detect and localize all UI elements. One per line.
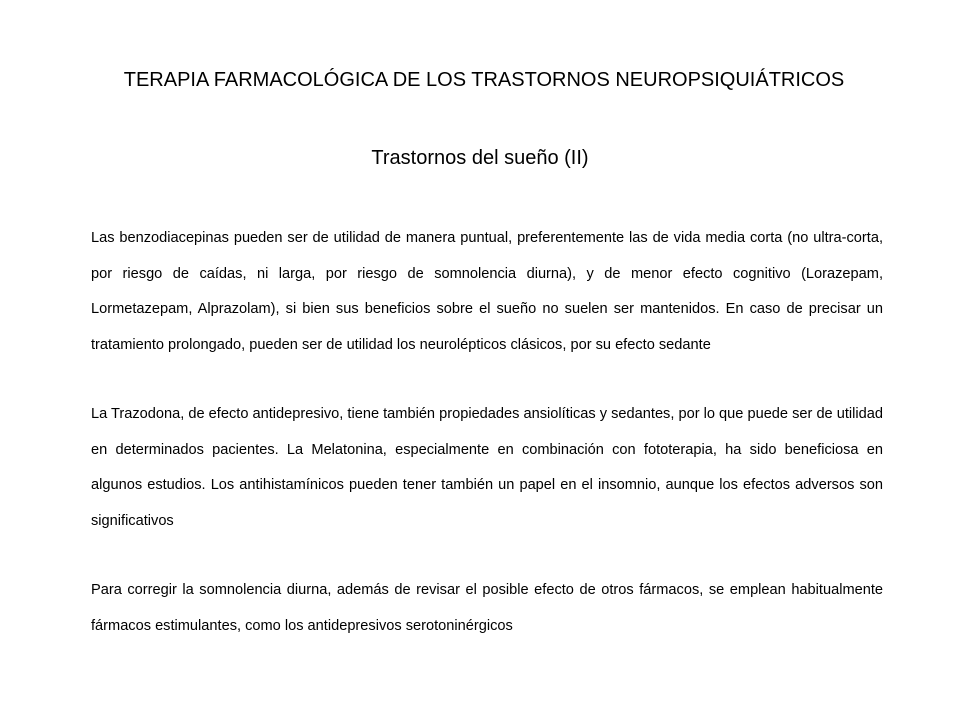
slide-title: TERAPIA FARMACOLÓGICA DE LOS TRASTORNOS NEUROPSIQUIÁTRICOS: [123, 69, 845, 91]
slide-body: [91, 221, 883, 644]
paragraph-somnolencia: Para corregir la somnolencia diurna, además de revisar el posible efecto de otros fármacos, se emplean habitualmente fármacos estimulantes, como los antidepresivos serotoninérgicos: [91, 582, 883, 634]
paragraph-trazodona: La Trazodona, de efecto antidepresivo, tiene también propiedades ansiolíticas y sedantes, por lo que puede ser de utilidad en determinados pacientes. La Melatonina, especialmente en combinación con fototerapia, ha sido beneficiosa en algunos estudios. Los antihistamínicos pueden tener también un papel en el insomnio, aunque los efectos adversos son significativos: [91, 406, 883, 529]
slide-subtitle: Trastornos del sueño (II): [371, 147, 589, 169]
paragraph-benzodiacepinas: Las benzodiacepinas pueden ser de utilidad de manera puntual, preferentemente las de vida media corta (no ultra-corta, por riesgo de caídas, ni larga, por riesgo de somnolencia diurna), y de menor efecto cognitivo (Lorazepam, Lormetazepam, Alprazolam), si bien sus beneficios sobre el sueño no suelen ser mantenidos. En caso de precisar un tratamiento prolongado, pueden ser de utilidad los neurolépticos clásicos, por su efecto sedante: [91, 230, 883, 353]
